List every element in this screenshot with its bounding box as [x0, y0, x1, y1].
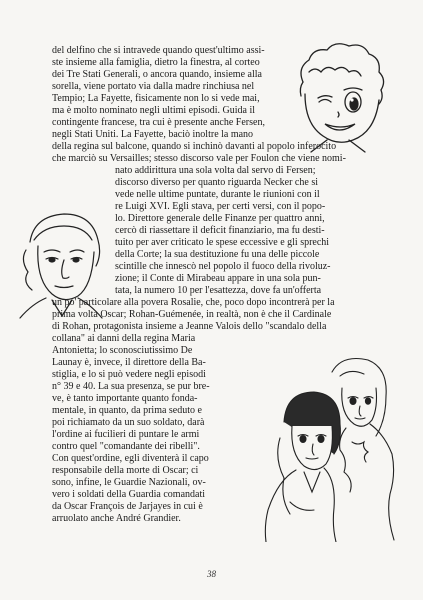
text-line: negli Stati Uniti. La Fayette, baciò inoltre la mano [52, 129, 254, 140]
text-line: ste insieme alla famiglia, dietro la finestra, al corteo [52, 57, 260, 68]
text-line: zione; il Conte di Mirabeau appare in una sola pun- [115, 273, 321, 284]
text-line: lo. Direttore generale delle Finanze per quattro anni, [115, 213, 325, 224]
text-line: contro quel "comandante dei ribelli". [52, 441, 200, 452]
text-line: vero i soldati della Guardia comandati [52, 489, 206, 500]
text-line: di Rohan, protagonista insieme a Jeanne Valois dello "scandalo della [52, 321, 327, 332]
text-line: tata, la numero 10 per l'esattezza, dove fa un'offerta [115, 285, 322, 296]
text-line: ve, è tanto importante quanto fonda- [52, 393, 198, 404]
page-number: 38 [207, 569, 216, 579]
text-line: Tempio; La Fayette, fisicamente non lo si vede mai, [52, 93, 260, 104]
text-line: mentale, in quanto, da prima seduto e [52, 405, 202, 416]
text-line: prima volta Oscar; Rohan-Guémenée, in realtà, non è che il Cardinale [52, 309, 332, 320]
text-line: un po' particolare alla povera Rosalie, che, poco dopo incontrerà per la [52, 297, 335, 308]
text-line: ma è molto nominato negli ultimi episodi. Guida il [52, 105, 256, 116]
text-line: n° 39 e 40. La sua presenza, se pur bre- [52, 381, 210, 392]
text-line: sorella, viene portato via dalla madre rinchiusa nel [52, 81, 255, 92]
text-line: Con quest'ordine, egli diventerà il capo [52, 453, 209, 464]
text-line: del delfino che si intravede quando quest'ultimo assi- [52, 45, 265, 56]
text-line: re Luigi XVI. Egli stava, per certi versi, con il popo- [115, 201, 326, 212]
text-line: dei Tre Stati Generali, o ancora quando, insieme alla [52, 69, 262, 80]
text-line: collana" ai danni della regina Maria [52, 333, 196, 344]
text-line: tuito per aver criticato le spese eccessive e gli sprechi [115, 237, 330, 248]
couple-portrait-illustration [262, 352, 404, 542]
text-line: da Oscar François de Jarjayes in cui è [52, 501, 203, 512]
child-portrait-illustration [283, 42, 395, 154]
text-line: Launay è, invece, il direttore della Ba- [52, 357, 206, 368]
text-line: l'ordine ai fucilieri di puntare le armi [52, 429, 200, 440]
text-line: arruolato anche André Grandier. [52, 513, 181, 524]
text-line: vede nelle ultime puntate, durante le riunioni con il [115, 189, 320, 200]
text-line: discorso diverso per quanto riguarda Necker che si [115, 177, 318, 188]
text-line: poi richiamato da un suo soldato, darà [52, 417, 205, 428]
text-line: responsabile della morte di Oscar; ci [52, 465, 199, 476]
text-line: della Corte; la sua destituzione fu una delle piccole [115, 249, 320, 260]
text-line: che marciò su Versailles; stesso discorso vale per Foulon che viene nomi- [52, 153, 346, 164]
text-line: stiglia, e lo si può vedere negli episodi [52, 369, 206, 380]
text-line: contingente francese, tra cui è presente anche Fersen, [52, 117, 265, 128]
text-line: cercò di riassettare il deficit finanziario, ma fu desti- [115, 225, 325, 236]
couple-portrait-icon [262, 352, 404, 542]
text-line: Antonietta; lo sconosciutissimo De [52, 345, 193, 356]
text-line: della regina sul balcone, quando si inchinò davanti al popolo inferocito [52, 141, 337, 152]
text-line: scintille che innescò nel popolo il fuoco della rivoluz- [115, 261, 331, 272]
child-portrait-icon [283, 42, 395, 154]
text-line: nato addirittura una sola volta dal servo di Fersen; [115, 165, 316, 176]
text-line: sono, infine, le Guardie Nazionali, ov- [52, 477, 206, 488]
